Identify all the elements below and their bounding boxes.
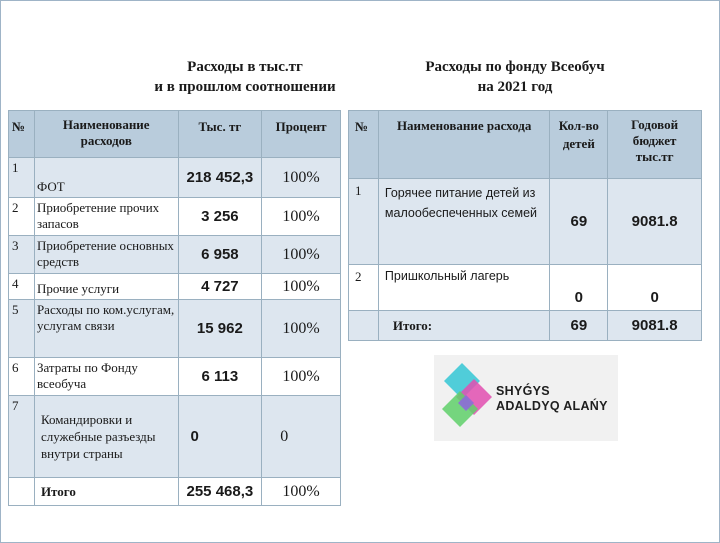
row-children: 69: [550, 179, 608, 265]
row-no: 6: [9, 358, 35, 396]
row-budget: 9081.8: [608, 179, 702, 265]
row-percent: 100%: [262, 236, 341, 274]
logo-line2: ADALDYQ ALAŃY: [496, 399, 608, 413]
row-no: 2: [349, 265, 379, 311]
row-no: 5: [9, 300, 35, 358]
row-amount: 6 113: [178, 358, 262, 396]
row-name: ФОТ: [34, 158, 178, 198]
row-amount: 15 962: [178, 300, 262, 358]
total-budget: 9081.8: [608, 311, 702, 341]
row-no: 4: [9, 274, 35, 300]
row-amount: 6 958: [178, 236, 262, 274]
row-amount: 3 256: [178, 198, 262, 236]
table-header-row: [349, 111, 702, 179]
table-row: [349, 265, 702, 311]
table-row: [9, 158, 341, 198]
left-heading-line1: Расходы в тыс.тг: [187, 59, 303, 75]
total-label: Итого:: [378, 311, 550, 341]
row-percent: 100%: [262, 300, 341, 358]
logo-text: [496, 384, 608, 414]
col-header-name: Наименование расходов: [34, 111, 178, 158]
shygys-logo: [434, 355, 618, 441]
row-amount: 4 727: [178, 274, 262, 300]
table-row: [9, 300, 341, 358]
table-row: [9, 274, 341, 300]
table-row: [9, 198, 341, 236]
total-label: Итого: [34, 478, 178, 506]
row-children: 0: [550, 265, 608, 311]
col-header-no: №: [9, 111, 35, 158]
col-header-no: №: [349, 111, 379, 179]
right-heading: [390, 57, 640, 97]
logo-mark-icon: [434, 355, 494, 441]
row-name: Затраты по Фонду всеобуча: [34, 358, 178, 396]
table-header-row: [9, 111, 341, 158]
row-amount: 0: [178, 396, 262, 478]
row-no: 1: [349, 179, 379, 265]
total-amount: 255 468,3: [178, 478, 262, 506]
row-percent: 100%: [262, 274, 341, 300]
left-heading-line2: и в прошлом соотношении: [154, 79, 336, 95]
table-total-row: [9, 478, 341, 506]
row-budget: 0: [608, 265, 702, 311]
expenses-table: [8, 110, 341, 506]
row-no: 1: [9, 158, 35, 198]
table-row: [9, 236, 341, 274]
table-total-row: [349, 311, 702, 341]
logo-line1: SHYǴYS: [496, 384, 550, 398]
right-heading-line2: на 2021 год: [477, 79, 553, 95]
col-header-children: Кол-во детей: [550, 111, 608, 179]
table-row: [349, 179, 702, 265]
left-heading: [100, 57, 390, 97]
col-header-amount: Тыс. тг: [178, 111, 262, 158]
row-name: Горячее питание детей из малообеспеченных семей: [378, 179, 550, 265]
row-no: 2: [9, 198, 35, 236]
row-name: Приобретение основных средств: [34, 236, 178, 274]
row-name: Приобретение прочих запасов: [34, 198, 178, 236]
col-header-budget: Годовой бюджет тыс.тг: [608, 111, 702, 179]
row-no: 3: [9, 236, 35, 274]
col-header-name: Наименование расхода: [378, 111, 550, 179]
row-name: Расходы по ком.услугам, услугам связи: [34, 300, 178, 358]
row-name: Пришкольный лагерь: [378, 265, 550, 311]
row-percent: 100%: [262, 198, 341, 236]
row-percent: 100%: [262, 358, 341, 396]
fund-table: [348, 110, 702, 341]
total-children: 69: [550, 311, 608, 341]
row-percent: 0: [262, 396, 341, 478]
row-percent: 100%: [262, 158, 341, 198]
total-percent: 100%: [262, 478, 341, 506]
row-no: 7: [9, 396, 35, 478]
table-row: [9, 358, 341, 396]
right-heading-line1: Расходы по фонду Всеобуч: [425, 59, 605, 75]
col-header-percent: Процент: [262, 111, 341, 158]
row-name: Прочие услуги: [34, 274, 178, 300]
table-row: [9, 396, 341, 478]
row-amount: 218 452,3: [178, 158, 262, 198]
row-name: Командировки и служебные разъезды внутри страны: [34, 396, 178, 478]
